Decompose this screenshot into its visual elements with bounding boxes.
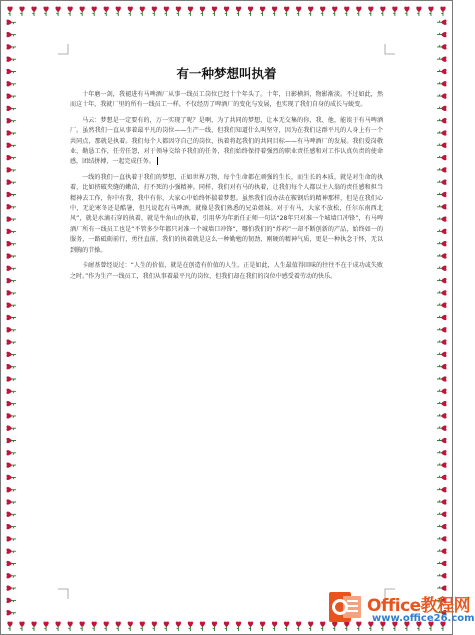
heart-flower-icon <box>6 524 16 529</box>
paragraph-2-text[interactable]: 马云：梦想是一定要有的，万一实现了呢？是啊，为了共同的梦想，让本无交集的你、我、他，能诶于有马啤酒厂。虽然我们一直从事着最平凡的岗位——生产一线，但我们知道什么叫坚守，因为在我们这群平凡的人身上有一个共同点，那就是执着。我们每个人都因守自己的岗位，执着将起我们的共同目标——有马啤酒厂的发展。我们爱岗敬业，勤恳工作，任劳任怨，对于领导交给予我们的任务，我们始终保持着强烈的职业责任感和对工作认真负责的使命感，团结拼搏，一起完成任务。 <box>70 116 383 166</box>
heart-flower-icon <box>437 389 447 394</box>
heart-flower-icon <box>68 6 73 16</box>
heart-flower-icon <box>92 621 97 631</box>
heart-flower-icon <box>6 143 16 148</box>
heart-flower-icon <box>31 621 36 631</box>
heart-flower-icon <box>437 450 447 455</box>
heart-flower-icon <box>437 81 447 86</box>
heart-flower-icon <box>437 524 447 529</box>
heart-flower-icon <box>440 6 445 16</box>
heart-flower-icon <box>116 621 121 631</box>
heart-flower-icon <box>437 536 447 541</box>
document-body[interactable] <box>70 90 383 287</box>
watermark-url-text: www.office26.com <box>372 613 475 624</box>
heart-flower-icon <box>248 6 253 16</box>
document-page[interactable] <box>58 44 395 599</box>
heart-flower-icon <box>6 180 16 185</box>
heart-flower-icon <box>6 512 16 517</box>
heart-flower-icon <box>43 621 48 631</box>
heart-flower-icon <box>437 573 447 578</box>
heart-flower-icon <box>6 167 16 172</box>
heart-flower-icon <box>200 621 205 631</box>
heart-flower-icon <box>6 192 16 197</box>
heart-flower-icon <box>176 621 181 631</box>
heart-flower-icon <box>296 621 301 631</box>
heart-flower-icon <box>308 6 313 16</box>
heart-flower-icon <box>320 621 325 631</box>
heart-flower-icon <box>437 364 447 369</box>
heart-flower-icon <box>437 241 447 246</box>
heart-flower-icon <box>6 204 16 209</box>
heart-flower-icon <box>6 401 16 406</box>
heart-flower-icon <box>128 621 133 631</box>
heart-flower-icon <box>19 6 24 16</box>
heart-flower-icon <box>437 69 447 74</box>
heart-flower-icon <box>6 499 16 504</box>
heart-flower-icon <box>6 376 16 381</box>
heart-flower-icon <box>6 216 16 221</box>
heart-flower-icon <box>6 278 16 283</box>
heart-flower-icon <box>188 621 193 631</box>
heart-flower-icon <box>392 6 397 16</box>
heart-flower-icon <box>6 487 16 492</box>
heart-flower-icon <box>6 450 16 455</box>
heart-flower-icon <box>31 6 36 16</box>
heart-flower-icon <box>128 6 133 16</box>
heart-flower-icon <box>437 266 447 271</box>
heart-flower-icon <box>437 278 447 283</box>
heart-flower-icon <box>437 167 447 172</box>
crop-mark-bottom-left-icon <box>58 589 68 599</box>
heart-flower-icon <box>6 32 16 37</box>
heart-flower-icon <box>437 57 447 62</box>
heart-flower-icon <box>152 6 157 16</box>
heart-flower-icon <box>437 204 447 209</box>
heart-flower-icon <box>6 327 16 332</box>
heart-flower-icon <box>6 549 16 554</box>
heart-flower-icon <box>6 352 16 357</box>
heart-flower-icon <box>236 621 241 631</box>
heart-flower-icon <box>6 57 16 62</box>
heart-flower-icon <box>260 621 265 631</box>
heart-flower-icon <box>380 6 385 16</box>
heart-flower-icon <box>6 93 16 98</box>
heart-flower-icon <box>437 339 447 344</box>
crop-mark-top-right-icon <box>385 44 395 54</box>
heart-flower-icon <box>437 475 447 480</box>
heart-flower-icon <box>6 364 16 369</box>
heart-flower-icon <box>437 130 447 135</box>
heart-flower-icon <box>92 6 97 16</box>
heart-flower-icon <box>6 290 16 295</box>
watermark-logo <box>327 585 475 631</box>
heart-flower-icon <box>104 6 109 16</box>
heart-flower-icon <box>6 438 16 443</box>
heart-flower-icon <box>248 621 253 631</box>
heart-flower-icon <box>55 6 60 16</box>
heart-flower-icon <box>6 598 16 603</box>
heart-flower-icon <box>55 621 60 631</box>
heart-flower-icon <box>104 621 109 631</box>
heart-flower-icon <box>188 6 193 16</box>
heart-flower-icon <box>332 6 337 16</box>
heart-flower-icon <box>437 327 447 332</box>
office-logo-icon <box>327 588 365 626</box>
heart-flower-icon <box>356 6 361 16</box>
heart-flower-icon <box>437 561 447 566</box>
heart-flower-icon <box>7 621 12 631</box>
heart-flower-icon <box>6 610 16 615</box>
heart-flower-icon <box>6 130 16 135</box>
heart-flower-icon <box>6 561 16 566</box>
heart-flower-icon <box>437 32 447 37</box>
watermark-brand-text: Office教程网 <box>367 596 471 616</box>
heart-flower-icon <box>320 6 325 16</box>
heart-flower-icon <box>6 426 16 431</box>
heart-flower-icon <box>404 6 409 16</box>
heart-flower-icon <box>43 6 48 16</box>
heart-flower-icon <box>176 6 181 16</box>
heart-flower-icon <box>437 118 447 123</box>
heart-flower-icon <box>6 44 16 49</box>
heart-flower-icon <box>437 290 447 295</box>
heart-flower-icon <box>6 20 16 25</box>
heart-flower-icon <box>437 487 447 492</box>
heart-flower-icon <box>437 106 447 111</box>
heart-flower-icon <box>200 6 205 16</box>
heart-flower-icon <box>437 229 447 234</box>
heart-flower-icon <box>284 6 289 16</box>
heart-flower-icon <box>6 106 16 111</box>
heart-flower-icon <box>6 585 16 590</box>
heart-flower-icon <box>6 536 16 541</box>
heart-flower-icon <box>437 216 447 221</box>
heart-flower-icon <box>437 44 447 49</box>
heart-flower-icon <box>6 573 16 578</box>
heart-flower-icon <box>437 413 447 418</box>
paragraph-1[interactable]: 十年磨一剑，我褪进有马啤酒厂从事一线员工岗位已经十个年头了。十年，日影横斜，物影渐淡。不过如此，然而这十年，我就厂里的所有一线员工一样，不仅经历了啤酒厂的变化与发展，也实现了我们自身的成长与蜕变。 <box>70 91 383 109</box>
paragraph-3[interactable]: 一线的我们一直执着于我们的梦想，正如世界万物，每个生命都在顽强的生长，而生长的本质，就是对生命的执着，比如挤破夹缝的嫩苗，打不死的小强精神。同样，我们对有马的执着，让我们每个人都以主人翁的责任感和担当精神去工作，你中有我，我中有你，大家心中始终怀揣着梦想。虽然我们没办法在鞍钢后的精神那样，但是在我们心中，无论寒冬还是酷暑，但凡说起有马啤酒，就像是我们熟悉的兄弟姐妹。对于有马，大家不放松，任尔东南西北风”，就是水滴石穿的执着，就是牛角山的执着，引用华为年新任正师一句话“28年只对准一个城墙口冲锋”，有马啤酒厂所有一线员工也是“不管多少年都只对准一个城墙口冲锋”，哪怕我们的“炸药”一却不断创新的产品，始终如一的服务，一路砥砺前行，勇往直前，我们的执着就是这么一种勤勉的韧劲，刚硬的精神气质，更是一种执念于怀，无以到胸的节操。 <box>70 173 383 254</box>
heart-flower-icon <box>164 621 169 631</box>
heart-flower-icon <box>437 93 447 98</box>
heart-flower-icon <box>6 339 16 344</box>
heart-flower-icon <box>437 180 447 185</box>
crop-mark-top-left-icon <box>58 44 68 54</box>
heart-flower-icon <box>6 69 16 74</box>
heart-flower-icon <box>6 266 16 271</box>
heart-flower-icon <box>308 621 313 631</box>
heart-flower-icon <box>437 499 447 504</box>
heart-flower-icon <box>437 20 447 25</box>
heart-flower-icon <box>6 241 16 246</box>
heart-flower-icon <box>7 6 12 16</box>
heart-flower-icon <box>6 253 16 258</box>
heart-flower-icon <box>6 81 16 86</box>
heart-flower-icon <box>116 6 121 16</box>
heart-flower-icon <box>437 426 447 431</box>
heart-flower-icon <box>140 621 145 631</box>
heart-flower-icon <box>6 118 16 123</box>
heart-flower-icon <box>80 6 85 16</box>
heart-flower-icon <box>6 315 16 320</box>
heart-flower-icon <box>6 155 16 160</box>
paragraph-4[interactable]: 卡耐基曾经说过：“人生的价值，就是在创造有价值的人生，正是如此，人生最值得回味的往往不在于成功或失败之时。”作为生产一线员工，我们从事着最平凡的岗位，但我们却在我们的岗位中感受着劳动的快乐。 <box>70 262 383 280</box>
heart-flower-icon <box>344 6 349 16</box>
heart-flower-icon <box>437 549 447 554</box>
heart-flower-icon <box>437 401 447 406</box>
paragraph-2[interactable] <box>70 116 383 168</box>
heart-flower-icon <box>224 6 229 16</box>
heart-flower-icon <box>272 6 277 16</box>
heart-flower-icon <box>428 6 433 16</box>
heart-flower-icon <box>260 6 265 16</box>
heart-flower-icon <box>224 621 229 631</box>
heart-flower-icon <box>236 6 241 16</box>
heart-flower-icon <box>140 6 145 16</box>
heart-flower-icon <box>272 621 277 631</box>
heart-flower-icon <box>80 621 85 631</box>
heart-flower-icon <box>212 6 217 16</box>
document-title[interactable]: 有一种梦想叫执着 <box>176 66 277 81</box>
heart-flower-icon <box>6 229 16 234</box>
heart-flower-icon <box>437 155 447 160</box>
heart-flower-icon <box>6 413 16 418</box>
heart-flower-icon <box>152 621 157 631</box>
heart-flower-icon <box>437 462 447 467</box>
heart-flower-icon <box>284 621 289 631</box>
heart-flower-icon <box>296 6 301 16</box>
heart-flower-icon <box>164 6 169 16</box>
heart-flower-icon <box>437 438 447 443</box>
heart-flower-icon <box>6 389 16 394</box>
heart-flower-icon <box>19 621 24 631</box>
heart-flower-icon <box>437 192 447 197</box>
heart-flower-icon <box>437 253 447 258</box>
heart-flower-icon <box>212 621 217 631</box>
heart-flower-icon <box>437 143 447 148</box>
heart-flower-icon <box>6 462 16 467</box>
heart-flower-icon <box>6 303 16 308</box>
heart-flower-icon <box>368 6 373 16</box>
heart-flower-icon <box>416 6 421 16</box>
heart-flower-icon <box>6 475 16 480</box>
heart-flower-icon <box>437 352 447 357</box>
heart-flower-icon <box>437 376 447 381</box>
text-cursor <box>157 157 158 165</box>
heart-flower-icon <box>437 512 447 517</box>
heart-flower-icon <box>437 303 447 308</box>
heart-flower-icon <box>68 621 73 631</box>
heart-flower-icon <box>437 315 447 320</box>
